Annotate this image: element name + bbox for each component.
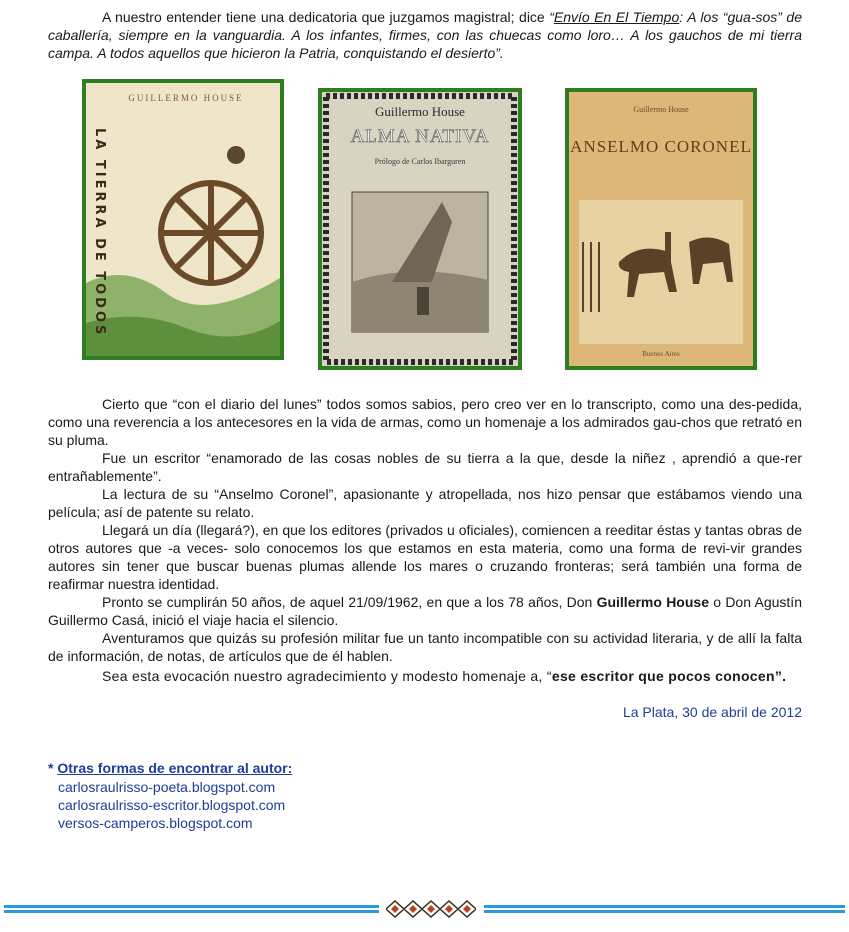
- links-heading: [48, 760, 292, 776]
- intro-paragraph: [48, 8, 802, 62]
- death-after: o Don Agustín Guillermo Casá, inició el viaje hacia el silencio.: [48, 594, 802, 628]
- link-versos-camperos-blog[interactable]: versos-camperos.blogspot.com: [58, 815, 253, 831]
- author-name: Guillermo House: [596, 594, 709, 610]
- link-poeta-blog[interactable]: carlosraulrisso-poeta.blogspot.com: [58, 779, 276, 795]
- cover1-title: LA TIERRA DE TODOS: [92, 128, 107, 338]
- paragraph-cierre: [48, 667, 802, 685]
- closing-before: Sea esta evocación nuestro agradecimiento y modesto homenaje a, “: [102, 668, 552, 684]
- links-heading-text: Otras formas de encontrar al autor:: [57, 760, 293, 776]
- dedication-text: : A los “gua-sos” de caballería, siempre en la vanguardia. A los infantes, firmes, con las chuecas como loro… A los gauchos de mi tierra campa. A todos aquellos que hicieron la Patria, conquistando el desierto”.: [48, 9, 802, 61]
- signature-date: La Plata, 30 de abril de 2012: [622, 704, 802, 720]
- footer-ornament-icon: [386, 900, 476, 918]
- paragraph-escritor: Fue un escritor “enamorado de las cosas nobles de su tierra a la que, desde la niñez , aprendió a que-rer entrañablemente”.: [48, 450, 802, 484]
- cover3-title: ANSELMO CORONEL: [570, 137, 752, 156]
- cover3-footer: Buenos Aires: [642, 350, 680, 358]
- link-escritor-blog[interactable]: carlosraulrisso-escritor.blogspot.com: [58, 797, 286, 813]
- dedication-title: Envío En El Tiempo: [553, 9, 680, 25]
- paragraph-fallecimiento: [48, 593, 802, 629]
- quote-open: “: [549, 9, 554, 25]
- paragraph-militar: Aventuramos que quizás su profesión militar fue un tanto incompatible con su actividad literaria, y de allí la falta de información, de notas, de artículos que de él hablen.: [48, 630, 802, 664]
- book-cover-la-tierra-de-todos: [82, 79, 284, 360]
- paragraph-lectura: La lectura de su “Anselmo Coronel”, apasionante y atropellada, nos hizo pensar que estábamos viendo una película; así de patente su relato.: [48, 486, 802, 520]
- book-cover-alma-nativa: [318, 88, 522, 370]
- cover2-title: ALMA NATIVA: [350, 126, 490, 147]
- cover3-author: Guillermo House: [633, 105, 689, 114]
- cover2-subtitle: Prólogo de Carlos Ibarguren: [374, 157, 466, 166]
- cover1-author: GUILLERMO HOUSE: [128, 93, 244, 103]
- closing-bold: ese escritor que pocos conocen”.: [551, 668, 787, 684]
- asterisk: *: [48, 760, 58, 776]
- footer-rule-right: [484, 904, 845, 914]
- cover2-author: Guillermo House: [375, 104, 465, 119]
- intro-lead: A nuestro entender tiene una dedicatoria que juzgamos magistral; dice: [102, 9, 550, 25]
- paragraph-reedicion: Llegará un día (llegará?), en que los editores (privados u oficiales), comiencen a reeditar éstas y tantas obras de otros autores que -a veces- solo conocemos los que estamos en esta materia, como una forma de revi-vir grandes autores sin tener que buscar buenas plumas allende los mares o cruzando fronteras; será también una forma de reafirmar nuestra identidad.: [48, 522, 802, 592]
- footer-rule-left: [4, 904, 379, 914]
- death-before: Pronto se cumplirán 50 años, de aquel 21/09/1962, en que a los 78 años, Don: [102, 594, 597, 610]
- paragraph-cierto: Cierto que “con el diario del lunes” todos somos sabios, pero creo ver en lo transcripto, como una des-pedida, como una reverencia a los antecesores en la vida de armas, como un homenaje a los admirados gau-chos que retrató en su pluma.: [48, 396, 802, 448]
- book-cover-anselmo-coronel: [565, 88, 757, 370]
